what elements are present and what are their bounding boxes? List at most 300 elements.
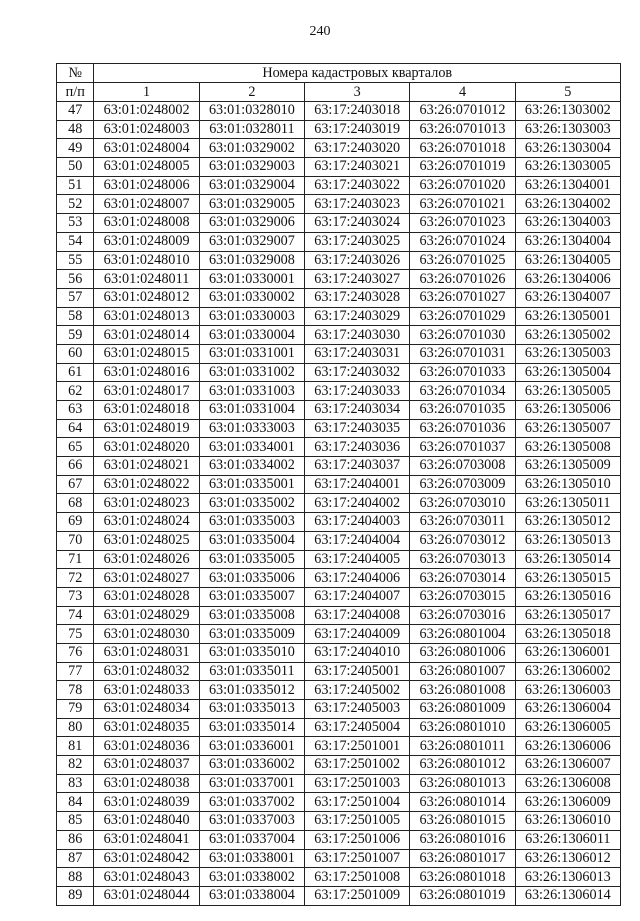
cadastral-number-cell: 63:26:0801014 (410, 793, 515, 812)
cadastral-number-cell: 63:01:0334001 (199, 438, 304, 457)
table-row (57, 419, 621, 438)
cadastral-number-cell: 63:01:0330003 (199, 307, 304, 326)
row-number-cell: 70 (57, 531, 94, 550)
cadastral-number-cell: 63:17:2403035 (305, 419, 410, 438)
table-row (57, 102, 621, 121)
table-row (57, 401, 621, 420)
cadastral-number-cell: 63:26:0703015 (410, 587, 515, 606)
cadastral-number-cell: 63:26:0703009 (410, 475, 515, 494)
cadastral-number-cell: 63:17:2403029 (305, 307, 410, 326)
table-row (57, 307, 621, 326)
row-number-cell: 74 (57, 606, 94, 625)
cadastral-number-cell: 63:01:0337002 (199, 793, 304, 812)
row-number-cell: 86 (57, 830, 94, 849)
header-column-4: 4 (410, 83, 515, 102)
cadastral-number-cell: 63:01:0338001 (199, 849, 304, 868)
cadastral-number-cell: 63:01:0248006 (94, 176, 199, 195)
cadastral-number-cell: 63:01:0248022 (94, 475, 199, 494)
cadastral-number-cell: 63:26:0701030 (410, 326, 515, 345)
cadastral-number-cell: 63:26:1306014 (515, 886, 620, 905)
cadastral-number-cell: 63:17:2501001 (305, 737, 410, 756)
cadastral-number-cell: 63:26:1304007 (515, 288, 620, 307)
cadastral-number-cell: 63:17:2404006 (305, 569, 410, 588)
cadastral-number-cell: 63:26:1305005 (515, 382, 620, 401)
table-row (57, 737, 621, 756)
table-row (57, 326, 621, 345)
cadastral-number-cell: 63:01:0335010 (199, 643, 304, 662)
cadastral-number-cell: 63:26:0701036 (410, 419, 515, 438)
cadastral-number-cell: 63:01:0337003 (199, 812, 304, 831)
cadastral-number-cell: 63:26:0701021 (410, 195, 515, 214)
table-row (57, 625, 621, 644)
cadastral-number-cell: 63:26:0701020 (410, 176, 515, 195)
cadastral-number-cell: 63:26:1304003 (515, 214, 620, 233)
cadastral-number-cell: 63:26:1305011 (515, 494, 620, 513)
cadastral-number-cell: 63:26:0801004 (410, 625, 515, 644)
row-number-cell: 82 (57, 756, 94, 775)
cadastral-number-cell: 63:01:0331004 (199, 401, 304, 420)
cadastral-number-cell: 63:26:0703011 (410, 513, 515, 532)
row-number-cell: 72 (57, 569, 94, 588)
cadastral-number-cell: 63:01:0329003 (199, 158, 304, 177)
cadastral-number-cell: 63:17:2403022 (305, 176, 410, 195)
cadastral-number-cell: 63:17:2403021 (305, 158, 410, 177)
cadastral-number-cell: 63:17:2403024 (305, 214, 410, 233)
cadastral-number-cell: 63:26:1306006 (515, 737, 620, 756)
cadastral-number-cell: 63:01:0248018 (94, 401, 199, 420)
cadastral-number-cell: 63:26:0701026 (410, 270, 515, 289)
table-row (57, 382, 621, 401)
cadastral-number-cell: 63:26:0701037 (410, 438, 515, 457)
cadastral-number-cell: 63:26:1303004 (515, 139, 620, 158)
cadastral-number-cell: 63:17:2404005 (305, 550, 410, 569)
cadastral-number-cell: 63:17:2403020 (305, 139, 410, 158)
cadastral-number-cell: 63:26:0801018 (410, 868, 515, 887)
cadastral-number-cell: 63:17:2405003 (305, 700, 410, 719)
cadastral-number-cell: 63:01:0248017 (94, 382, 199, 401)
cadastral-number-cell: 63:01:0248019 (94, 419, 199, 438)
header-column-3: 3 (305, 83, 410, 102)
row-number-cell: 50 (57, 158, 94, 177)
cadastral-number-cell: 63:26:0801015 (410, 812, 515, 831)
cadastral-number-cell: 63:01:0248007 (94, 195, 199, 214)
table-row (57, 587, 621, 606)
cadastral-number-cell: 63:26:1305012 (515, 513, 620, 532)
table-row (57, 176, 621, 195)
cadastral-number-cell: 63:26:1305001 (515, 307, 620, 326)
cadastral-number-cell: 63:01:0248005 (94, 158, 199, 177)
cadastral-number-cell: 63:01:0248025 (94, 531, 199, 550)
cadastral-number-cell: 63:01:0336001 (199, 737, 304, 756)
row-number-cell: 56 (57, 270, 94, 289)
table-row (57, 457, 621, 476)
cadastral-number-cell: 63:26:0801019 (410, 886, 515, 905)
cadastral-number-cell: 63:26:0801011 (410, 737, 515, 756)
cadastral-number-cell: 63:01:0248004 (94, 139, 199, 158)
cadastral-number-cell: 63:17:2403030 (305, 326, 410, 345)
cadastral-number-cell: 63:26:1305018 (515, 625, 620, 644)
cadastral-number-cell: 63:17:2405004 (305, 718, 410, 737)
header-num-top: № (57, 64, 94, 83)
cadastral-number-cell: 63:17:2501005 (305, 812, 410, 831)
cadastral-number-cell: 63:17:2403037 (305, 457, 410, 476)
cadastral-number-cell: 63:01:0248040 (94, 812, 199, 831)
cadastral-number-cell: 63:01:0248011 (94, 270, 199, 289)
cadastral-number-cell: 63:17:2405001 (305, 662, 410, 681)
cadastral-number-cell: 63:01:0248037 (94, 756, 199, 775)
table-row (57, 718, 621, 737)
cadastral-number-cell: 63:01:0248036 (94, 737, 199, 756)
cadastral-number-cell: 63:01:0248026 (94, 550, 199, 569)
cadastral-number-cell: 63:17:2403034 (305, 401, 410, 420)
cadastral-number-cell: 63:26:1304001 (515, 176, 620, 195)
header-row-columns (57, 83, 621, 102)
cadastral-number-cell: 63:01:0248021 (94, 457, 199, 476)
cadastral-number-cell: 63:26:0701023 (410, 214, 515, 233)
cadastral-number-cell: 63:26:1306013 (515, 868, 620, 887)
cadastral-number-cell: 63:17:2501003 (305, 774, 410, 793)
cadastral-number-cell: 63:26:1305008 (515, 438, 620, 457)
cadastral-number-cell: 63:01:0248013 (94, 307, 199, 326)
cadastral-number-cell: 63:17:2403019 (305, 120, 410, 139)
cadastral-number-cell: 63:17:2501008 (305, 868, 410, 887)
table-row (57, 270, 621, 289)
table-row (57, 849, 621, 868)
table-row (57, 662, 621, 681)
cadastral-number-cell: 63:17:2403033 (305, 382, 410, 401)
cadastral-number-cell: 63:01:0328010 (199, 102, 304, 121)
cadastral-number-cell: 63:01:0248028 (94, 587, 199, 606)
cadastral-number-cell: 63:26:0701035 (410, 401, 515, 420)
cadastral-number-cell: 63:17:2404003 (305, 513, 410, 532)
cadastral-number-cell: 63:01:0338004 (199, 886, 304, 905)
row-number-cell: 49 (57, 139, 94, 158)
cadastral-number-cell: 63:01:0336002 (199, 756, 304, 775)
cadastral-number-cell: 63:01:0248016 (94, 363, 199, 382)
cadastral-number-cell: 63:26:1306010 (515, 812, 620, 831)
cadastral-number-cell: 63:26:1305009 (515, 457, 620, 476)
cadastral-number-cell: 63:26:1305002 (515, 326, 620, 345)
cadastral-number-cell: 63:26:0701027 (410, 288, 515, 307)
cadastral-number-cell: 63:01:0335009 (199, 625, 304, 644)
table-row (57, 700, 621, 719)
cadastral-number-cell: 63:01:0335013 (199, 700, 304, 719)
cadastral-number-cell: 63:26:0701012 (410, 102, 515, 121)
cadastral-number-cell: 63:26:1305007 (515, 419, 620, 438)
cadastral-number-cell: 63:26:1305006 (515, 401, 620, 420)
cadastral-number-cell: 63:01:0335012 (199, 681, 304, 700)
cadastral-number-cell: 63:01:0328011 (199, 120, 304, 139)
cadastral-number-cell: 63:01:0248024 (94, 513, 199, 532)
cadastral-number-cell: 63:26:0801010 (410, 718, 515, 737)
cadastral-number-cell: 63:26:0801006 (410, 643, 515, 662)
cadastral-number-cell: 63:17:2501009 (305, 886, 410, 905)
table-row (57, 868, 621, 887)
cadastral-number-cell: 63:01:0334002 (199, 457, 304, 476)
cadastral-number-cell: 63:01:0335004 (199, 531, 304, 550)
row-number-cell: 62 (57, 382, 94, 401)
cadastral-number-cell: 63:01:0248020 (94, 438, 199, 457)
header-column-5: 5 (515, 83, 620, 102)
cadastral-number-cell: 63:26:1306007 (515, 756, 620, 775)
row-number-cell: 79 (57, 700, 94, 719)
cadastral-number-cell: 63:26:1306005 (515, 718, 620, 737)
cadastral-number-cell: 63:17:2403028 (305, 288, 410, 307)
cadastral-number-cell: 63:26:0701018 (410, 139, 515, 158)
cadastral-number-cell: 63:26:0703016 (410, 606, 515, 625)
table-row (57, 606, 621, 625)
cadastral-number-cell: 63:17:2404002 (305, 494, 410, 513)
cadastral-number-cell: 63:01:0248012 (94, 288, 199, 307)
row-number-cell: 88 (57, 868, 94, 887)
cadastral-number-cell: 63:01:0248014 (94, 326, 199, 345)
cadastral-number-cell: 63:26:1304005 (515, 251, 620, 270)
cadastral-number-cell: 63:26:1306012 (515, 849, 620, 868)
cadastral-number-cell: 63:26:0701019 (410, 158, 515, 177)
header-num-bottom: п/п (57, 83, 94, 102)
table-row (57, 195, 621, 214)
cadastral-number-cell: 63:01:0248043 (94, 868, 199, 887)
row-number-cell: 75 (57, 625, 94, 644)
cadastral-number-cell: 63:26:0701024 (410, 232, 515, 251)
cadastral-number-cell: 63:26:0701031 (410, 344, 515, 363)
cadastral-number-cell: 63:26:1306009 (515, 793, 620, 812)
cadastral-number-cell: 63:26:1303005 (515, 158, 620, 177)
row-number-cell: 85 (57, 812, 94, 831)
cadastral-number-cell: 63:17:2501002 (305, 756, 410, 775)
cadastral-number-cell: 63:01:0335006 (199, 569, 304, 588)
cadastral-number-cell: 63:26:1304004 (515, 232, 620, 251)
cadastral-number-cell: 63:01:0329002 (199, 139, 304, 158)
table-row (57, 643, 621, 662)
cadastral-number-cell: 63:17:2403025 (305, 232, 410, 251)
cadastral-number-cell: 63:26:1305016 (515, 587, 620, 606)
table-row (57, 158, 621, 177)
row-number-cell: 55 (57, 251, 94, 270)
row-number-cell: 77 (57, 662, 94, 681)
cadastral-number-cell: 63:26:1304006 (515, 270, 620, 289)
header-group-title: Номера кадастровых кварталов (94, 64, 621, 83)
table-header (57, 64, 621, 102)
cadastral-number-cell: 63:26:0701013 (410, 120, 515, 139)
cadastral-number-cell: 63:01:0330004 (199, 326, 304, 345)
cadastral-number-cell: 63:17:2501007 (305, 849, 410, 868)
row-number-cell: 67 (57, 475, 94, 494)
table-row (57, 232, 621, 251)
cadastral-number-cell: 63:26:1303002 (515, 102, 620, 121)
row-number-cell: 76 (57, 643, 94, 662)
cadastral-number-cell: 63:01:0331001 (199, 344, 304, 363)
row-number-cell: 87 (57, 849, 94, 868)
cadastral-number-cell: 63:26:0801013 (410, 774, 515, 793)
cadastral-number-cell: 63:01:0330001 (199, 270, 304, 289)
cadastral-number-cell: 63:01:0329007 (199, 232, 304, 251)
cadastral-number-cell: 63:01:0248015 (94, 344, 199, 363)
cadastral-number-cell: 63:17:2403023 (305, 195, 410, 214)
table-body (57, 102, 621, 906)
cadastral-number-cell: 63:01:0335011 (199, 662, 304, 681)
row-number-cell: 84 (57, 793, 94, 812)
row-number-cell: 52 (57, 195, 94, 214)
cadastral-number-cell: 63:01:0248035 (94, 718, 199, 737)
table-row (57, 214, 621, 233)
table-row (57, 774, 621, 793)
table-row (57, 344, 621, 363)
cadastral-number-cell: 63:26:1305004 (515, 363, 620, 382)
cadastral-number-cell: 63:26:0703008 (410, 457, 515, 476)
row-number-cell: 69 (57, 513, 94, 532)
cadastral-number-cell: 63:01:0337001 (199, 774, 304, 793)
row-number-cell: 53 (57, 214, 94, 233)
cadastral-number-cell: 63:01:0248002 (94, 102, 199, 121)
cadastral-number-cell: 63:26:1305013 (515, 531, 620, 550)
cadastral-number-cell: 63:01:0248044 (94, 886, 199, 905)
cadastral-number-cell: 63:17:2404008 (305, 606, 410, 625)
cadastral-number-cell: 63:26:0703014 (410, 569, 515, 588)
cadastral-number-cell: 63:17:2501004 (305, 793, 410, 812)
cadastral-number-cell: 63:01:0248033 (94, 681, 199, 700)
cadastral-number-cell: 63:01:0248009 (94, 232, 199, 251)
cadastral-number-cell: 63:17:2404004 (305, 531, 410, 550)
table-row (57, 363, 621, 382)
cadastral-number-cell: 63:26:0701029 (410, 307, 515, 326)
cadastral-number-cell: 63:17:2405002 (305, 681, 410, 700)
cadastral-number-cell: 63:26:0801009 (410, 700, 515, 719)
cadastral-number-cell: 63:01:0248038 (94, 774, 199, 793)
row-number-cell: 71 (57, 550, 94, 569)
row-number-cell: 54 (57, 232, 94, 251)
cadastral-number-cell: 63:01:0337004 (199, 830, 304, 849)
table-row (57, 251, 621, 270)
table-row (57, 475, 621, 494)
cadastral-number-cell: 63:01:0248031 (94, 643, 199, 662)
cadastral-number-cell: 63:17:2403026 (305, 251, 410, 270)
row-number-cell: 64 (57, 419, 94, 438)
cadastral-number-cell: 63:01:0248023 (94, 494, 199, 513)
row-number-cell: 57 (57, 288, 94, 307)
cadastral-number-cell: 63:01:0329006 (199, 214, 304, 233)
cadastral-number-cell: 63:26:1306011 (515, 830, 620, 849)
cadastral-number-cell: 63:26:1305015 (515, 569, 620, 588)
row-number-cell: 58 (57, 307, 94, 326)
page-number: 240 (309, 24, 331, 39)
table-row (57, 793, 621, 812)
cadastral-number-cell: 63:26:1306001 (515, 643, 620, 662)
cadastral-number-cell: 63:01:0248032 (94, 662, 199, 681)
cadastral-number-cell: 63:01:0331003 (199, 382, 304, 401)
cadastral-number-cell: 63:01:0248027 (94, 569, 199, 588)
table-row (57, 550, 621, 569)
row-number-cell: 60 (57, 344, 94, 363)
cadastral-number-cell: 63:17:2404009 (305, 625, 410, 644)
cadastral-number-cell: 63:26:1305014 (515, 550, 620, 569)
header-column-1: 1 (94, 83, 199, 102)
cadastral-number-cell: 63:26:1306004 (515, 700, 620, 719)
cadastral-number-cell: 63:26:0801017 (410, 849, 515, 868)
cadastral-number-cell: 63:26:1303003 (515, 120, 620, 139)
cadastral-number-cell: 63:26:0701025 (410, 251, 515, 270)
cadastral-number-cell: 63:26:1306003 (515, 681, 620, 700)
row-number-cell: 48 (57, 120, 94, 139)
table-row (57, 513, 621, 532)
cadastral-number-cell: 63:01:0248034 (94, 700, 199, 719)
row-number-cell: 63 (57, 401, 94, 420)
table-row (57, 812, 621, 831)
cadastral-number-cell: 63:01:0333003 (199, 419, 304, 438)
cadastral-number-cell: 63:01:0329004 (199, 176, 304, 195)
cadastral-number-cell: 63:17:2403032 (305, 363, 410, 382)
row-number-cell: 83 (57, 774, 94, 793)
cadastral-number-cell: 63:01:0335003 (199, 513, 304, 532)
cadastral-number-cell: 63:17:2403018 (305, 102, 410, 121)
cadastral-number-cell: 63:01:0248029 (94, 606, 199, 625)
cadastral-number-cell: 63:01:0330002 (199, 288, 304, 307)
cadastral-number-cell: 63:17:2404001 (305, 475, 410, 494)
row-number-cell: 65 (57, 438, 94, 457)
cadastral-number-cell: 63:01:0248042 (94, 849, 199, 868)
table-row (57, 756, 621, 775)
cadastral-number-cell: 63:01:0335007 (199, 587, 304, 606)
cadastral-number-cell: 63:01:0248030 (94, 625, 199, 644)
cadastral-number-cell: 63:17:2403027 (305, 270, 410, 289)
cadastral-number-cell: 63:26:0703013 (410, 550, 515, 569)
cadastral-number-cell: 63:26:0703010 (410, 494, 515, 513)
cadastral-number-cell: 63:01:0335001 (199, 475, 304, 494)
table-row (57, 494, 621, 513)
row-number-cell: 73 (57, 587, 94, 606)
header-column-2: 2 (199, 83, 304, 102)
cadastral-quarters-table (56, 63, 621, 906)
cadastral-number-cell: 63:01:0335002 (199, 494, 304, 513)
cadastral-number-cell: 63:01:0248039 (94, 793, 199, 812)
table-row (57, 569, 621, 588)
cadastral-number-cell: 63:26:0801007 (410, 662, 515, 681)
row-number-cell: 51 (57, 176, 94, 195)
header-row-title (57, 64, 621, 83)
cadastral-number-cell: 63:01:0335014 (199, 718, 304, 737)
row-number-cell: 61 (57, 363, 94, 382)
row-number-cell: 66 (57, 457, 94, 476)
row-number-cell: 47 (57, 102, 94, 121)
cadastral-number-cell: 63:01:0338002 (199, 868, 304, 887)
row-number-cell: 59 (57, 326, 94, 345)
cadastral-number-cell: 63:26:0801008 (410, 681, 515, 700)
cadastral-number-cell: 63:17:2404010 (305, 643, 410, 662)
cadastral-number-cell: 63:17:2404007 (305, 587, 410, 606)
cadastral-number-cell: 63:26:0701034 (410, 382, 515, 401)
cadastral-number-cell: 63:17:2501006 (305, 830, 410, 849)
table-row (57, 886, 621, 905)
table-row (57, 139, 621, 158)
cadastral-number-cell: 63:26:0703012 (410, 531, 515, 550)
cadastral-number-cell: 63:01:0248003 (94, 120, 199, 139)
cadastral-number-cell: 63:01:0248041 (94, 830, 199, 849)
cadastral-number-cell: 63:26:1305003 (515, 344, 620, 363)
cadastral-number-cell: 63:26:0701033 (410, 363, 515, 382)
cadastral-number-cell: 63:01:0248008 (94, 214, 199, 233)
cadastral-number-cell: 63:26:1306002 (515, 662, 620, 681)
cadastral-number-cell: 63:26:1306008 (515, 774, 620, 793)
cadastral-number-cell: 63:17:2403036 (305, 438, 410, 457)
row-number-cell: 89 (57, 886, 94, 905)
cadastral-number-cell: 63:26:1305010 (515, 475, 620, 494)
cadastral-number-cell: 63:01:0331002 (199, 363, 304, 382)
cadastral-number-cell: 63:26:1305017 (515, 606, 620, 625)
table-row (57, 438, 621, 457)
cadastral-number-cell: 63:01:0335005 (199, 550, 304, 569)
cadastral-number-cell: 63:01:0335008 (199, 606, 304, 625)
cadastral-number-cell: 63:01:0329005 (199, 195, 304, 214)
